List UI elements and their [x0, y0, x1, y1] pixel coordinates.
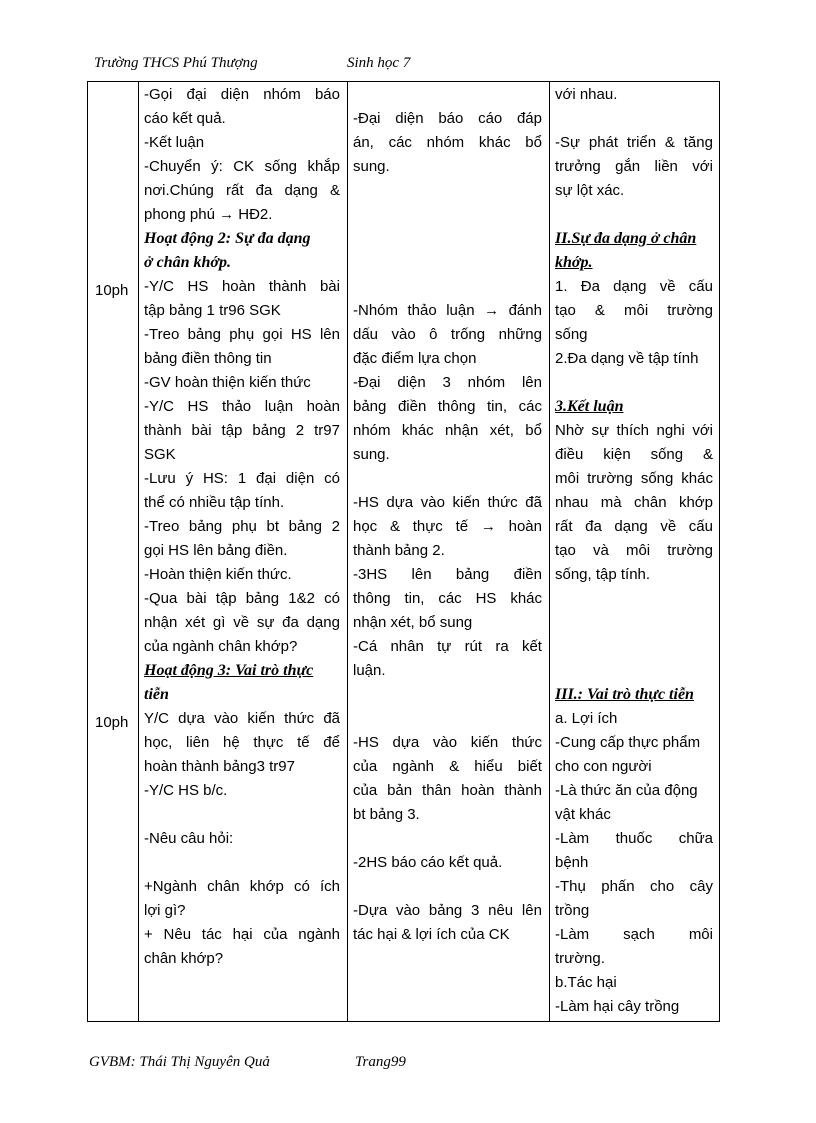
content-line: -Cung cấp thực phẩm — [555, 734, 701, 751]
teacher-line: -GV hoàn thiện kiến thức — [144, 374, 311, 391]
teacher-line: -Hoàn thiện kiến thức. — [144, 566, 292, 583]
content-line: trồng — [555, 902, 590, 919]
teacher-line: + Nêu tác hại của ngành — [144, 926, 340, 943]
section-heading-hd3 — [144, 661, 313, 681]
teacher-line: tập bảng 1 tr96 SGK — [144, 302, 281, 319]
footer-page: Trang99 — [355, 1054, 406, 1070]
student-line: thành bảng 2. — [353, 542, 445, 559]
teacher-line: -Gọi đại diện nhóm báo — [144, 86, 340, 103]
student-line: bt bảng 3. — [353, 806, 420, 823]
content-line: môi trường sống khác — [555, 470, 713, 487]
student-line: -HS dựa vào kiến thức đã — [353, 494, 542, 511]
student-line: bảng điền thông tin, các — [353, 398, 542, 415]
content-line: -Làm thuốc chữa — [555, 830, 713, 847]
student-line: -Cá nhân tự rút ra kết — [353, 638, 542, 655]
content-line: sống, tập tính. — [555, 566, 651, 583]
header-subject: Sinh học 7 — [347, 55, 411, 71]
section-heading-ii — [555, 253, 592, 273]
content-line: -Thụ phấn cho cây — [555, 878, 713, 895]
header-school: Trường THCS Phú Thượng — [94, 55, 258, 71]
student-line: của bản thân hoàn thành — [353, 782, 542, 799]
content-line: vật khác — [555, 806, 611, 823]
content-line: Nhờ sự thích nghi với — [555, 422, 713, 439]
section-heading-hd3: tiễn — [144, 686, 169, 703]
teacher-line: SGK — [144, 446, 176, 463]
student-line: -Đại diện 3 nhóm lên — [353, 374, 542, 391]
content-line: nhau mà chân khớp — [555, 494, 713, 511]
content-line: 1. Đa dạng về cấu — [555, 278, 713, 295]
content-line: sống — [555, 326, 588, 343]
conclusion-heading-text: 3.Kết luận — [555, 398, 624, 415]
content-line: sự lột xác. — [555, 182, 625, 199]
teacher-line: -Chuyển ý: CK sống khắp — [144, 158, 340, 175]
conclusion-heading — [555, 397, 623, 417]
time-row-2: 10ph — [95, 714, 129, 731]
section-heading-ii-text: II.Sự đa dạng ở chân — [555, 230, 697, 247]
content-line: trường. — [555, 950, 605, 967]
section-heading-iii-text: III.: Vai trò thực tiễn — [555, 686, 694, 703]
content-line: điều kiện sống & — [555, 446, 713, 463]
content-line: tạo & môi trường — [555, 302, 713, 319]
section-heading-hd3-text: Hoạt động 3: Vai trò thực — [144, 662, 314, 679]
content-line: -Làm hại cây trồng — [555, 998, 680, 1015]
content-line: trưởng gắn liền với — [555, 158, 713, 175]
student-line: luận. — [353, 662, 386, 679]
student-line: -Đại diện báo cáo đáp — [353, 110, 542, 127]
student-line: án, các nhóm khác bổ — [353, 134, 542, 151]
content-line: a. Lợi ích — [555, 710, 618, 727]
section-heading-hd2: ở chân khớp. — [144, 254, 231, 271]
teacher-line: thành bài tập bảng 2 tr97 — [144, 422, 340, 439]
student-line: học & thực tế → hoàn — [353, 518, 542, 535]
column-divider — [138, 82, 139, 1021]
content-line: cho con người — [555, 758, 652, 775]
teacher-line: học, liên hệ thực tế để — [144, 734, 340, 751]
teacher-line: của ngành chân khớp? — [144, 638, 298, 655]
teacher-line: -Treo bảng phụ bt bảng 2 — [144, 518, 340, 535]
teacher-line: lợi gì? — [144, 902, 186, 919]
teacher-line: gọi HS lên bảng điền. — [144, 542, 288, 559]
teacher-line: +Ngành chân khớp có ích — [144, 878, 340, 895]
section-heading-iii — [555, 685, 694, 705]
content-line: -Làm sạch môi — [555, 926, 713, 943]
teacher-line: -Qua bài tập bảng 1&2 có — [144, 590, 340, 607]
student-line: -3HS lên bảng điền — [353, 566, 542, 583]
column-divider — [549, 82, 550, 1021]
teacher-line: -Nêu câu hỏi: — [144, 830, 234, 847]
teacher-line: -Lưu ý HS: 1 đại diện có — [144, 470, 340, 487]
lesson-table — [87, 81, 720, 1022]
section-heading-ii-text: khớp. — [555, 254, 593, 271]
student-line: thông tin, các HS khác — [353, 590, 542, 607]
content-line: với nhau. — [555, 86, 618, 103]
content-line: -Là thức ăn của động — [555, 782, 698, 799]
content-line: -Sự phát triển & tăng — [555, 134, 713, 151]
teacher-line: chân khớp? — [144, 950, 224, 967]
teacher-line: phong phú → HĐ2. — [144, 206, 273, 223]
student-line: tác hại & lợi ích của CK — [353, 926, 510, 943]
student-line: sung. — [353, 158, 390, 175]
teacher-line: -Treo bảng phụ gọi HS lên — [144, 326, 340, 343]
teacher-line: nhận xét gì về sự đa dạng — [144, 614, 340, 631]
content-line: b.Tác hại — [555, 974, 617, 991]
teacher-line: bảng điền thông tin — [144, 350, 272, 367]
student-line: sung. — [353, 446, 390, 463]
teacher-line: -Kết luận — [144, 134, 205, 151]
student-line: -Dựa vào bảng 3 nêu lên — [353, 902, 542, 919]
time-row-1: 10ph — [95, 282, 129, 299]
teacher-line: hoàn thành bảng3 tr97 — [144, 758, 295, 775]
section-heading-ii — [555, 229, 696, 249]
content-line: rất đa dạng về cấu — [555, 518, 713, 535]
student-line: -HS dựa vào kiến thức — [353, 734, 542, 751]
content-line: bệnh — [555, 854, 589, 871]
footer-teacher: GVBM: Thái Thị Nguyên Quả — [89, 1054, 270, 1070]
teacher-line: cáo kết quả. — [144, 110, 226, 127]
student-line: đặc điểm lựa chọn — [353, 350, 477, 367]
content-line: tạo và môi trường — [555, 542, 713, 559]
teacher-line: nơi.Chúng rất đa dạng & — [144, 182, 340, 199]
section-heading-hd2: Hoạt động 2: Sự đa dạng — [144, 230, 311, 247]
student-line: của ngành & hiểu biết — [353, 758, 542, 775]
column-divider — [347, 82, 348, 1021]
teacher-line: -Y/C HS hoàn thành bài — [144, 278, 340, 295]
student-line: nhận xét, bổ sung — [353, 614, 473, 631]
content-line: 2.Đa dạng về tập tính — [555, 350, 699, 367]
teacher-line: Y/C dựa vào kiến thức đã — [144, 710, 340, 727]
student-line: -Nhóm thảo luận → đánh — [353, 302, 542, 319]
teacher-line: -Y/C HS thảo luận hoàn — [144, 398, 340, 415]
teacher-line: -Y/C HS b/c. — [144, 782, 228, 799]
student-line: nhóm khác nhận xét, bổ — [353, 422, 542, 439]
teacher-line: thể có nhiều tập tính. — [144, 494, 285, 511]
student-line: -2HS báo cáo kết quả. — [353, 854, 503, 871]
student-line: dấu vào ô trống những — [353, 326, 542, 343]
